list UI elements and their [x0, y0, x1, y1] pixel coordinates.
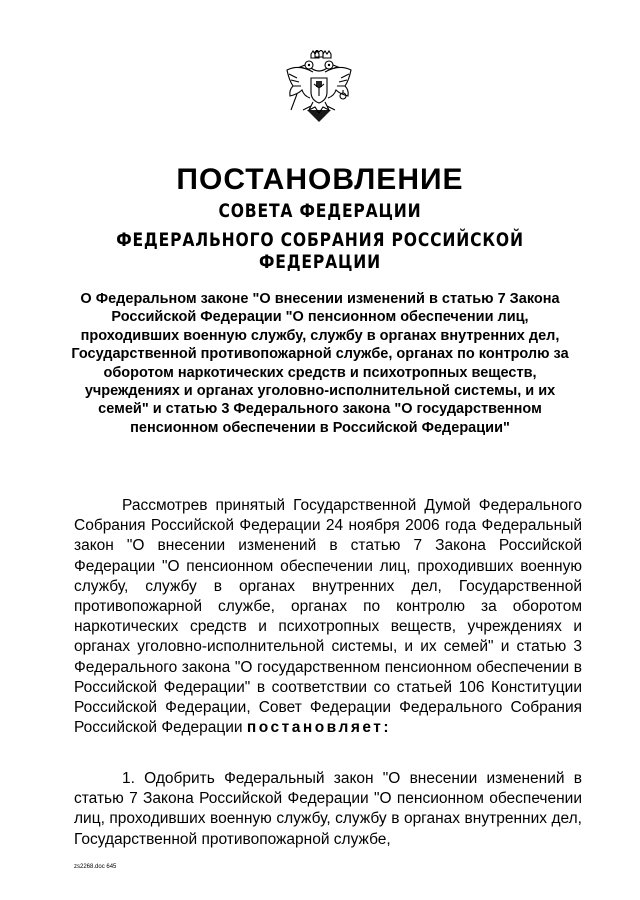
decree-word: постановляет: — [246, 719, 392, 737]
clause-1-paragraph — [74, 769, 582, 850]
preamble-text — [74, 496, 582, 738]
issuer-line-1: СОВЕТА ФЕДЕРАЦИИ — [218, 200, 422, 222]
issuer-line-2: ФЕДЕРАЛЬНОГО СОБРАНИЯ РОССИЙСКОЙ ФЕДЕРАЦИИ — [116, 229, 524, 273]
document-title: ПОСТАНОВЛЕНИЕ — [176, 163, 464, 196]
document-file-code: zs2268.doc 645 — [74, 864, 117, 870]
coat-of-arms-icon — [283, 50, 355, 126]
clause-1-text: 1. Одобрить Федеральный закон "О внесении изменений в статью 7 Закона Российской Федерации "О пенсионном обеспечении лиц, проходивших военную службу, службу в органах внутренних дел, Государственной противопожарной службе, — [74, 770, 582, 848]
preamble-paragraph — [74, 496, 582, 738]
document-subject: О Федеральном законе "О внесении изменений в статью 7 Закона Российской Федерации "О пенсионном обеспечении лиц, проходивших военную службу, службу в органах внутренних дел, Государственной противопожарной службе, органах по контролю за оборотом наркотических средств и психотропных веществ, учреждениях и органах уголовно-исполнительной системы, и их семей" и статью 3 Федерального закона "О государственном пенсионном обеспечении в Российской Федерации" — [71, 291, 569, 436]
preamble-body: Рассмотрев принятый Государственной Думой Федерального Собрания Российской Федерации 24 ноября 2006 года Федеральный закон "О внесении изменений в статью 7 Закона Российской Федерации "О пенсионном обеспечении лиц, проходивших военную службу, службу в органах внутренних дел, Государственной противопожарной службе, органах по контролю за оборотом наркотических средств и психотропных веществ, учреждениях и органах уголовно-исполнительной системы, и их семей" и статью 3 Федерального закона "О государственном пенсионном обеспечении в Российской Федерации" в соответствии со статьей 106 Конституции Российской Федерации, Совет Федерации Федерального Собрания Российской Федерации — [74, 497, 582, 737]
